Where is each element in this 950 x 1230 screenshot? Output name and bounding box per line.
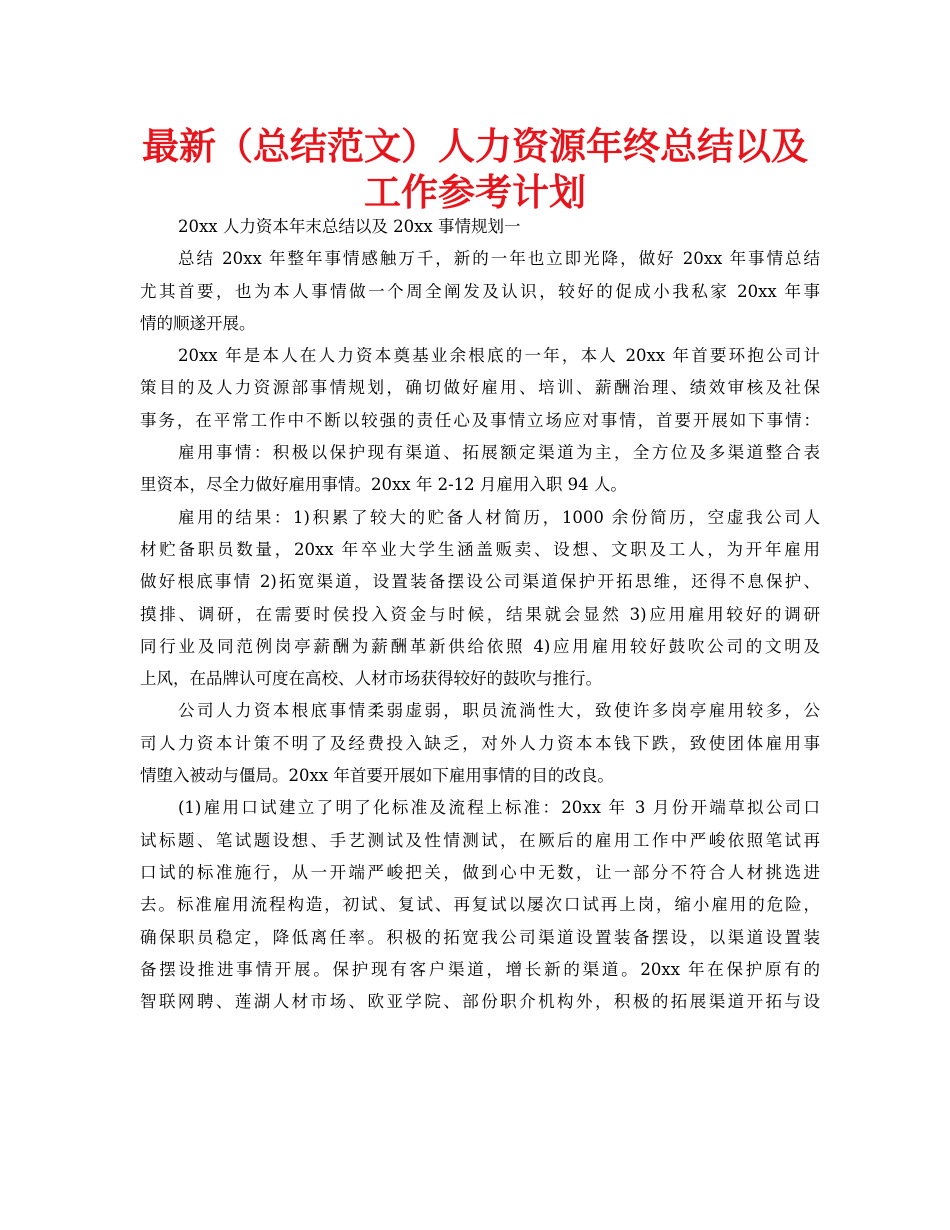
body-line: 材贮备职员数量，20xx 年卒业大学生涵盖贩卖、设想、文职及工人，为开年雇用 [140, 539, 820, 559]
body-line: (1)雇用口试建立了明了化标准及流程上标准：20xx 年 3 月份开端草拟公司口 [178, 798, 820, 818]
body-line: 同行业及同范例岗亭薪酬为薪酬革新供给依照 4)应用雇用较好鼓吹公司的文明及 [140, 636, 820, 656]
body-line: 司人力资本计策不明了及经费投入缺乏，对外人力资本本钱下跌，致使团体雇用事 [140, 733, 820, 753]
body-line: 上风，在品牌认可度在高校、人材市场获得较好的鼓吹与推行。 [140, 669, 602, 689]
body-line: 摸排、调研，在需要时侯投入资金与时候，结果就会显然 3)应用雇用较好的调研 [140, 604, 820, 624]
document-title-line-2: 工作参考计划 [364, 171, 586, 214]
document-body [140, 211, 820, 1018]
body-line: 总结 20xx 年整年事情感触万千，新的一年也立即光降，做好 20xx 年事情总结 [178, 249, 820, 269]
body-line: 里资本，尽全力做好雇用事情。20xx 年 2-12 月雇用入职 94 人。 [140, 475, 627, 495]
body-line: 智联网聘、莲湖人材市场、欧亚学院、部份职介机构外，积极的拓展渠道开拓与设 [140, 992, 820, 1012]
body-line: 做好根底事情 2)拓宽渠道，设置装备摆设公司渠道保护开拓思维，还得不息保护、 [140, 572, 820, 592]
body-line: 事务，在平常工作中不断以较强的责任心及事情立场应对事情，首要开展如下事情： [140, 410, 820, 430]
body-line: 情的顺遂开展。 [140, 313, 256, 333]
body-line: 尤其首要，也为本人事情做一个周全阐发及认识，较好的促成小我私家 20xx 年事 [140, 281, 820, 301]
body-line: 雇用的结果：1)积累了较大的贮备人材简历，1000 余份简历，空虚我公司人 [178, 507, 820, 527]
body-line: 情堕入被动与僵局。20xx 年首要开展如下雇用事情的目的改良。 [140, 766, 614, 786]
body-line: 备摆设推进事情开展。保护现有客户渠道，增长新的渠道。20xx 年在保护原有的 [140, 959, 820, 979]
body-line: 雇用事情：积极以保护现有渠道、拓展额定渠道为主，全方位及多渠道整合表 [178, 443, 820, 463]
body-line: 20xx 人力资本年末总结以及 20xx 事情规划一 [178, 217, 521, 236]
body-line: 公司人力资本根底事情柔弱虚弱，职员流淌性大，致使许多岗亭雇用较多，公 [178, 701, 820, 721]
body-line: 策目的及人力资源部事情规划，确切做好雇用、培训、薪酬治理、绩效审核及社保 [140, 378, 820, 398]
body-line: 确保职员稳定，降低离任率。积极的拓宽我公司渠道设置装备摆设，以渠道设置装 [140, 927, 820, 947]
body-line: 试标题、笔试题设想、手艺测试及性情测试，在厥后的雇用工作中严峻依照笔试再 [140, 830, 820, 850]
body-line: 口试的标准施行，从一开端严峻把关，做到心中无数，让一部分不符合人材挑选进 [140, 862, 820, 882]
document-title-line-1: 最新（总结范文）人力资源年终总结以及 [142, 125, 808, 168]
body-line: 去。标准雇用流程构造，初试、复试、再复试以屡次口试再上岗，缩小雇用的危险， [140, 895, 820, 915]
body-line: 20xx 年是本人在人力资本奠基业余根底的一年，本人 20xx 年首要环抱公司计 [178, 346, 820, 366]
